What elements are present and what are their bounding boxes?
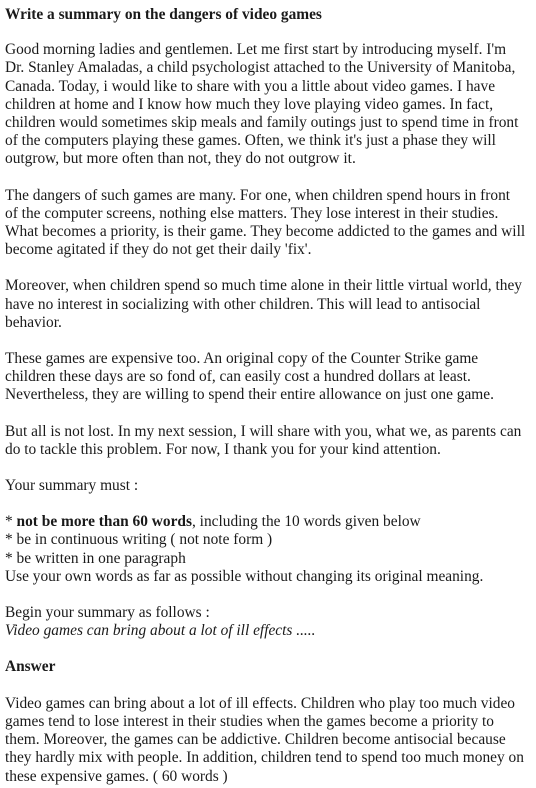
passage-paragraph-2: The dangers of such games are many. For one, when children spend hours in front of the computer screens, nothing else matters. They lose interest in their studies. What becomes a priority, is their game. They become addicted to the games and will become agitated if they do not get their daily 'fix'. <box>5 186 526 259</box>
answer-text: Video games can bring about a lot of ill effects. Children who play too much video games tend to lose interest in their studies when the games become a priority to them. Moreover, the games can be addictive. Children become antisocial because they hardly mix with people. In addition, children tend to spend too much money on these expensive games. ( 60 words ) <box>5 694 524 785</box>
page-title: Write a summary on the dangers of video games <box>5 6 322 23</box>
passage-paragraph-1: Good morning ladies and gentlemen. Let me first start by introducing myself. I'm Dr. Stanley Amaladas, a child psychologist attached to the University of Manitoba, Canada. Today, i would like to share with you a little about video games. I have children at home and I know how much they love playing video games. In fact, children would sometimes skip meals and family outings just to spend time in front of the computers playing these games. Often, we think it's just a phase they will outgrow, but more often than not, they do not outgrow it. <box>5 41 519 168</box>
instructions-intro: Your summary must : <box>5 477 139 495</box>
begin-instructions <box>5 604 526 640</box>
rule-one-paragraph: * be written in one paragraph <box>5 549 186 567</box>
passage-paragraph-5: But all is not lost. In my next session, I will share with you, what we, as parents can do to tackle this problem. For now, I thank you for your kind attention. <box>5 422 522 458</box>
spacer <box>5 640 526 658</box>
passage-paragraph-3: Moreover, when children spend so much time alone in their little virtual world, they have no interest in socializing with other children. This will lead to antisocial behavior. <box>5 277 522 331</box>
rule-word-limit-rest: , including the 10 words given below <box>191 513 421 531</box>
begin-text: Video games can bring about a lot of ill effects ..... <box>5 622 316 640</box>
instructions-list <box>5 513 526 586</box>
passage-paragraph-4: These games are expensive too. An original copy of the Counter Strike game children these days are so fond of, can easily cost a hundred dollars at least. Nevertheless, they are willing to spend their entire allowance on just one game. <box>5 350 494 404</box>
rule-word-limit <box>5 513 526 531</box>
spacer <box>5 586 526 604</box>
rule-bullet: * <box>5 513 17 531</box>
rule-word-limit-emphasis: not be more than 60 words <box>16 513 192 531</box>
answer-heading: Answer <box>5 658 56 676</box>
rule-continuous-writing: * be in continuous writing ( not note form ) <box>5 531 273 549</box>
rule-own-words: Use your own words as far as possible without changing its original meaning. <box>5 567 484 585</box>
begin-label: Begin your summary as follows : <box>5 604 210 622</box>
